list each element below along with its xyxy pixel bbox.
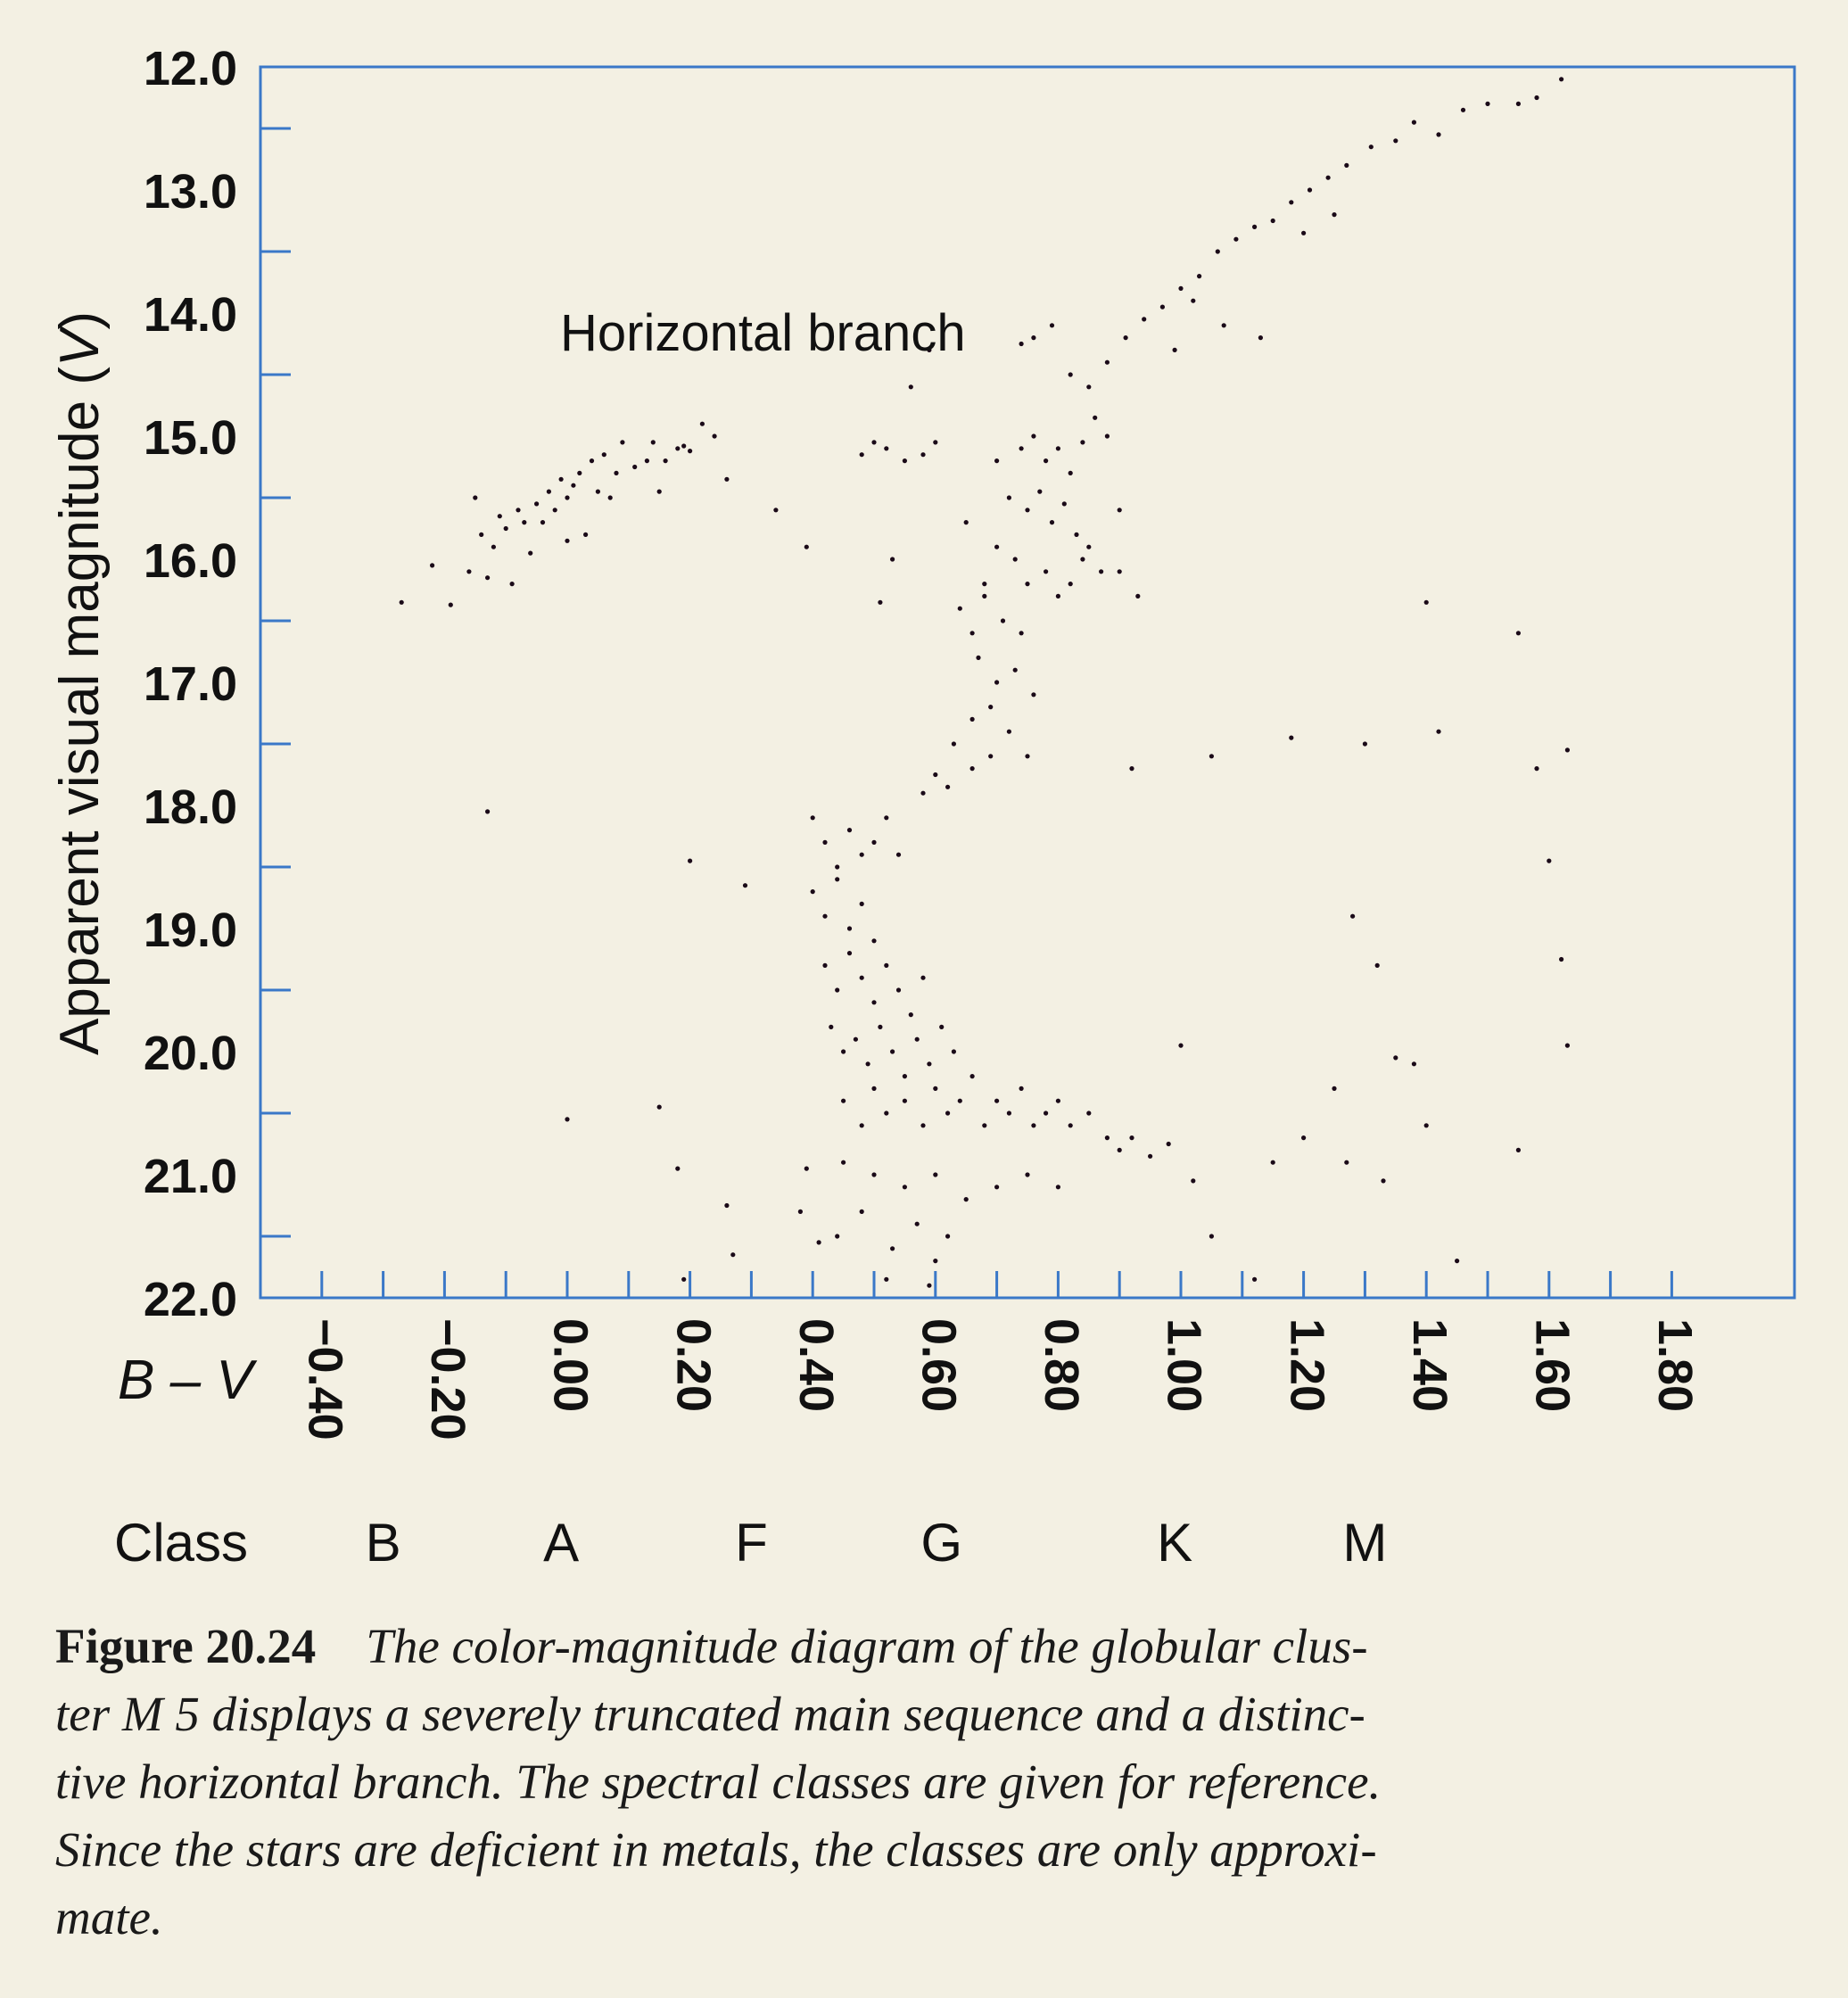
star-point <box>1093 416 1097 420</box>
star-point <box>1412 1061 1416 1066</box>
star-point <box>1056 594 1060 599</box>
star-point <box>1565 1044 1570 1048</box>
star-point <box>565 495 569 500</box>
star-point <box>970 717 975 722</box>
star-point <box>884 963 888 968</box>
star-point <box>1160 305 1165 310</box>
star-point <box>430 563 434 567</box>
star-point <box>1105 433 1110 438</box>
star-point <box>1001 618 1005 623</box>
star-point <box>1086 545 1091 549</box>
star-point <box>1050 520 1054 524</box>
star-point <box>675 446 680 450</box>
star-point <box>1031 335 1035 340</box>
star-point <box>1124 335 1128 340</box>
y-tick-label: 17.0 <box>143 657 237 711</box>
y-tick-label: 19.0 <box>143 904 237 957</box>
figure-caption <box>55 1613 1750 1952</box>
spectral-class-label: B <box>365 1513 401 1573</box>
star-point <box>890 557 895 561</box>
x-tick-label: 0.80 <box>1035 1318 1089 1413</box>
star-point <box>939 1025 944 1029</box>
y-axis-label <box>49 311 111 1055</box>
star-point <box>988 705 993 709</box>
star-point <box>724 477 729 482</box>
star-point <box>1271 1160 1275 1165</box>
spectral-class-label: K <box>1157 1513 1193 1573</box>
star-point <box>915 1222 920 1226</box>
star-point <box>1301 1135 1306 1140</box>
annotation-horizontal-branch: Horizontal branch <box>560 304 966 362</box>
x-tick-label: 1.60 <box>1525 1318 1580 1413</box>
star-point <box>614 471 618 475</box>
star-point <box>1056 1099 1060 1103</box>
star-point <box>890 1246 895 1251</box>
x-tick-label: −0.40 <box>298 1318 352 1441</box>
star-point <box>835 1234 839 1238</box>
star-point <box>970 1074 975 1078</box>
star-point <box>559 477 564 482</box>
y-tick-label: 16.0 <box>143 534 237 588</box>
star-point <box>602 452 606 457</box>
star-point <box>1436 132 1440 136</box>
star-point <box>528 551 532 556</box>
star-point <box>1534 95 1539 100</box>
star-point <box>860 452 864 457</box>
spectral-class-label: M <box>1342 1513 1388 1573</box>
star-point <box>871 938 876 943</box>
star-point <box>860 1210 864 1214</box>
star-point <box>510 582 515 586</box>
star-point <box>964 1197 969 1201</box>
star-point <box>1559 957 1563 962</box>
star-point <box>1013 668 1018 673</box>
star-point <box>1233 237 1238 242</box>
star-point <box>884 1110 888 1115</box>
y-tick-label: 14.0 <box>143 288 237 342</box>
star-point <box>927 1284 931 1288</box>
spectral-class-label: A <box>543 1513 580 1573</box>
star-point <box>675 1167 680 1171</box>
caption-line: Since the stars are deficient in metals, the classes are only approxi- <box>55 1822 1377 1877</box>
star-point <box>798 1210 803 1214</box>
star-point <box>1118 569 1122 574</box>
star-point <box>608 495 613 500</box>
y-tick-label: 20.0 <box>143 1027 237 1080</box>
star-point <box>565 1117 569 1121</box>
star-point <box>400 600 404 605</box>
star-point <box>1412 120 1416 125</box>
star-point <box>909 384 913 389</box>
star-point <box>896 987 901 992</box>
y-axis-label-prefix: Apparent visual magnitude ( <box>49 367 111 1056</box>
star-point <box>871 1000 876 1004</box>
star-point <box>479 533 483 537</box>
star-point <box>1013 557 1018 561</box>
star-point <box>964 520 969 524</box>
star-point <box>1271 219 1275 223</box>
star-point <box>1344 163 1349 168</box>
star-point <box>688 449 692 453</box>
star-point <box>1105 360 1110 365</box>
star-point <box>1178 286 1183 291</box>
star-point <box>994 545 999 549</box>
star-point <box>1031 692 1035 697</box>
star-point <box>1080 557 1085 561</box>
star-point <box>909 1012 913 1017</box>
x-tick-label: 0.60 <box>912 1318 966 1413</box>
star-point <box>1019 631 1024 635</box>
star-point <box>841 1160 846 1165</box>
star-point <box>1197 274 1201 278</box>
star-point <box>1037 490 1042 494</box>
star-point <box>1559 77 1563 81</box>
star-point <box>651 440 656 444</box>
star-point <box>1209 1234 1214 1238</box>
star-point <box>1332 1086 1336 1091</box>
star-point <box>835 987 839 992</box>
star-point <box>958 1099 962 1103</box>
star-point <box>1461 108 1465 112</box>
star-point <box>1148 1154 1152 1159</box>
star-point <box>1436 730 1440 734</box>
star-point <box>871 440 876 444</box>
class-row-label: Class <box>114 1513 249 1573</box>
star-point <box>1099 569 1103 574</box>
star-point <box>994 1099 999 1103</box>
star-point <box>970 766 975 771</box>
spectral-class-label: G <box>920 1513 963 1573</box>
star-point <box>1129 1135 1134 1140</box>
star-point <box>871 840 876 845</box>
x-tick-label: 1.20 <box>1280 1318 1334 1413</box>
star-point <box>596 490 600 494</box>
star-point <box>1173 348 1177 352</box>
star-point <box>1381 1178 1385 1183</box>
star-point <box>866 1061 870 1066</box>
caption-label: Figure 20.24 <box>55 1619 317 1673</box>
star-point <box>1019 446 1024 450</box>
star-point <box>847 926 852 930</box>
star-point <box>1375 963 1380 968</box>
star-point <box>485 809 490 813</box>
caption-line: tive horizontal branch. The spectral classes are given for reference. <box>55 1754 1382 1809</box>
star-point <box>1455 1259 1459 1263</box>
star-point <box>933 1259 937 1263</box>
caption-line: mate. <box>55 1890 163 1944</box>
star-point <box>903 458 907 463</box>
star-point <box>700 422 705 426</box>
star-point <box>485 575 490 580</box>
star-point <box>516 508 520 512</box>
star-point <box>1301 231 1306 235</box>
star-point <box>1068 372 1073 376</box>
star-point <box>681 1277 686 1282</box>
star-point <box>1007 1110 1011 1115</box>
star-point <box>903 1185 907 1189</box>
caption-line: ter M 5 displays a severely truncated main sequence and a distinc- <box>55 1687 1365 1741</box>
star-point <box>1516 102 1521 106</box>
star-point <box>871 1172 876 1177</box>
star-point <box>1068 471 1073 475</box>
star-point <box>871 1086 876 1091</box>
star-point <box>817 1240 821 1244</box>
star-point <box>982 1123 986 1127</box>
star-point <box>1191 299 1195 303</box>
star-point <box>577 471 582 475</box>
star-point <box>1167 1142 1171 1146</box>
star-point <box>688 859 692 863</box>
star-point <box>498 514 502 518</box>
star-point <box>822 840 827 845</box>
star-point <box>1044 569 1048 574</box>
star-point <box>1534 766 1539 771</box>
star-point <box>504 526 508 531</box>
star-point <box>571 483 575 488</box>
star-point <box>896 853 901 857</box>
star-point <box>1222 323 1226 327</box>
spectral-class-label: F <box>735 1513 768 1573</box>
star-point <box>565 539 569 543</box>
star-point <box>1363 741 1367 746</box>
star-point <box>976 656 980 660</box>
x-tick-label: −0.20 <box>421 1318 475 1441</box>
star-point <box>730 1252 735 1257</box>
plot-frame <box>260 67 1794 1298</box>
star-point <box>1080 440 1085 444</box>
x-tick-label: 1.40 <box>1402 1318 1456 1413</box>
star-point <box>773 508 778 512</box>
y-tick-label: 22.0 <box>143 1273 237 1326</box>
caption-line: The color-magnitude diagram of the globular clus- <box>366 1619 1368 1673</box>
star-point <box>664 458 668 463</box>
star-point <box>945 1110 950 1115</box>
x-tick-label: 0.20 <box>666 1318 721 1413</box>
star-point <box>927 1061 931 1066</box>
star-point <box>933 772 937 777</box>
x-tick-label: 1.00 <box>1157 1318 1211 1413</box>
star-point <box>829 1025 833 1029</box>
star-point <box>1056 1185 1060 1189</box>
star-point <box>1142 317 1146 321</box>
star-point <box>540 520 545 524</box>
star-point <box>804 1167 809 1171</box>
star-point <box>1516 631 1521 635</box>
star-point <box>994 680 999 684</box>
star-point <box>1308 187 1312 192</box>
star-point <box>1105 1135 1110 1140</box>
star-point <box>1565 747 1570 752</box>
star-point <box>1007 730 1011 734</box>
star-point <box>1209 754 1214 758</box>
star-point <box>713 433 717 438</box>
star-point <box>1350 914 1355 919</box>
star-point <box>878 600 882 605</box>
star-point <box>1025 508 1029 512</box>
star-point <box>884 815 888 820</box>
star-point <box>860 976 864 980</box>
star-point <box>804 545 809 549</box>
star-point <box>903 1074 907 1078</box>
star-point <box>903 1099 907 1103</box>
star-point <box>1086 1110 1091 1115</box>
star-point <box>847 951 852 955</box>
star-point <box>835 877 839 881</box>
star-point <box>1289 736 1293 740</box>
star-point <box>1044 458 1048 463</box>
star-point <box>1118 508 1122 512</box>
y-tick-label: 18.0 <box>143 780 237 834</box>
star-point <box>835 864 839 869</box>
star-point <box>933 1086 937 1091</box>
star-point <box>645 458 649 463</box>
star-point <box>811 815 815 820</box>
star-point <box>945 1234 950 1238</box>
star-point <box>1393 138 1398 143</box>
star-point <box>920 452 925 457</box>
star-point <box>952 1049 956 1053</box>
star-point <box>982 582 986 586</box>
star-point <box>1178 1044 1183 1048</box>
star-point <box>1031 1123 1035 1127</box>
y-axis-label-var: V <box>49 329 111 367</box>
star-point <box>466 569 471 574</box>
x-tick-label: 0.00 <box>543 1318 598 1413</box>
star-point <box>1019 342 1024 346</box>
star-point <box>1086 384 1091 389</box>
star-point <box>841 1099 846 1103</box>
star-point <box>994 458 999 463</box>
star-point <box>620 440 624 444</box>
star-point <box>915 1037 920 1042</box>
star-point <box>1007 495 1011 500</box>
star-point <box>1129 766 1134 771</box>
star-point <box>860 1123 864 1127</box>
star-point <box>724 1203 729 1208</box>
star-point <box>1025 1172 1029 1177</box>
star-point <box>878 1025 882 1029</box>
star-point <box>1025 754 1029 758</box>
star-point <box>1252 1277 1257 1282</box>
star-point <box>860 902 864 906</box>
star-point <box>553 508 557 512</box>
star-point <box>1344 1160 1349 1165</box>
star-point <box>860 853 864 857</box>
spectral-class-labels <box>366 1513 1388 1573</box>
star-point <box>854 1037 858 1042</box>
star-point <box>884 1277 888 1282</box>
star-point <box>1068 1123 1073 1127</box>
x-tick-label: 0.40 <box>788 1318 843 1413</box>
star-point <box>884 446 888 450</box>
star-point <box>920 976 925 980</box>
star-point <box>1252 225 1257 229</box>
star-point <box>933 1172 937 1177</box>
minor-ticks <box>260 128 1671 1298</box>
star-point <box>822 914 827 919</box>
y-tick-label: 13.0 <box>143 165 237 219</box>
star-point <box>920 791 925 796</box>
star-point <box>1516 1148 1521 1152</box>
star-point <box>1485 102 1489 106</box>
star-point <box>1258 335 1263 340</box>
star-point <box>847 828 852 832</box>
star-point <box>1118 1148 1122 1152</box>
star-point <box>547 490 551 494</box>
star-point <box>681 443 686 448</box>
y-tick-label: 21.0 <box>143 1150 237 1203</box>
star-point <box>657 1105 662 1110</box>
star-point <box>1050 323 1054 327</box>
star-point <box>1062 501 1067 506</box>
star-point <box>491 545 496 549</box>
star-point <box>945 785 950 789</box>
star-point <box>473 495 477 500</box>
star-point <box>994 1185 999 1189</box>
star-points <box>400 77 1570 1288</box>
star-point <box>1424 600 1429 605</box>
star-point <box>841 1049 846 1053</box>
star-point <box>657 490 662 494</box>
star-point <box>952 741 956 746</box>
star-point <box>1393 1055 1398 1060</box>
star-point <box>1031 433 1035 438</box>
star-point <box>1216 249 1220 253</box>
star-point <box>1191 1178 1195 1183</box>
star-point <box>1369 144 1374 149</box>
star-point <box>1547 859 1551 863</box>
star-point <box>1019 1086 1024 1091</box>
star-point <box>933 440 937 444</box>
star-point <box>632 465 637 469</box>
x-tick-label: 1.80 <box>1648 1318 1703 1413</box>
star-point <box>1074 533 1078 537</box>
star-point <box>1332 212 1336 217</box>
star-point <box>1326 176 1331 180</box>
star-point <box>590 458 594 463</box>
star-point <box>743 883 747 888</box>
star-point <box>982 594 986 599</box>
star-point <box>958 607 962 611</box>
star-point <box>1135 594 1140 599</box>
y-axis-label-suffix: ) <box>49 310 111 330</box>
star-point <box>1056 446 1060 450</box>
star-point <box>988 754 993 758</box>
x-axis-label: B – V <box>118 1350 253 1411</box>
star-point <box>522 520 526 524</box>
y-tick-labels <box>144 42 237 1326</box>
y-tick-label: 15.0 <box>143 411 237 465</box>
star-point <box>811 889 815 894</box>
star-point <box>970 631 975 635</box>
star-point <box>1424 1123 1429 1127</box>
star-point <box>1289 200 1293 204</box>
star-point <box>920 1123 925 1127</box>
y-tick-label: 12.0 <box>143 42 237 95</box>
star-point <box>449 603 453 607</box>
star-point <box>1044 1110 1048 1115</box>
star-point <box>890 1049 895 1053</box>
star-point <box>1068 582 1073 586</box>
star-point <box>822 963 827 968</box>
star-point <box>583 533 588 537</box>
star-point <box>534 501 539 506</box>
x-tick-labels <box>299 1318 1703 1441</box>
star-point <box>1025 582 1029 586</box>
